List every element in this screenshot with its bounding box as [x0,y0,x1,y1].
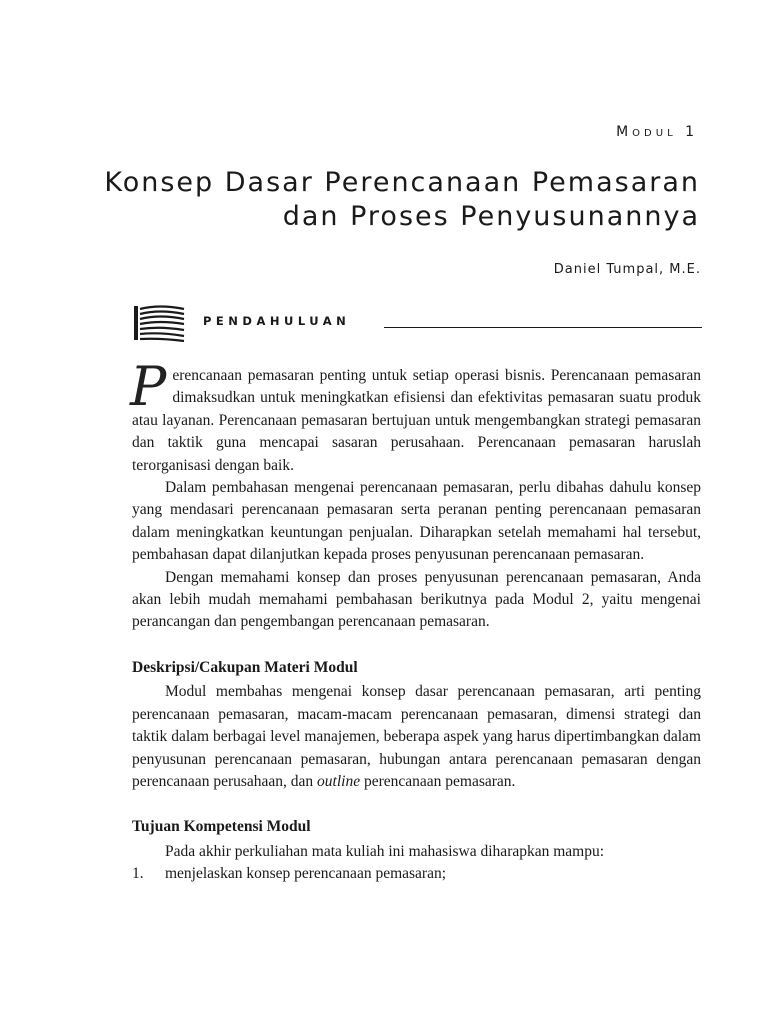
module-label: Modul 1 [616,124,698,140]
tujuan-heading: Tujuan Kompetensi Modul [132,818,311,836]
intro-paragraph-1-text: erencanaan pemasaran penting untuk setiap operasi bisnis. Perencanaan pemasaran dimaksudkan untuk meningkatkan efisiensi dan efektivitas pemasaran suatu produk atau layanan. Perencanaan pemasaran bertujuan untuk mengembangkan strategi pemasaran dan taktik guna mencapai sasaran perusahaan. Perencanaan pemasaran haruslah terorganisasi dengan baik. [132,367,701,474]
tujuan-intro: Pada akhir perkuliahan mata kuliah ini mahasiswa diharapkan mampu: [165,842,605,860]
list-item-text: menjelaskan konsep perencanaan pemasaran; [165,865,447,883]
deskripsi-text: Modul membahas mengenai konsep dasar perencanaan pemasaran, arti penting perencanaan pemasaran, macam-macam perencanaan pemasaran, dimensi strategi dan taktik dalam berbagai level manajemen, beberapa aspek yang harus dipertimbangkan dalam penyusunan perencanaan pemasaran, hubungan antara perencanaan pemasaran dengan perencanaan perusahaan, dan [132,683,701,790]
section-label: PENDAHULUAN [203,314,351,328]
page-title [80,166,700,234]
deskripsi-paragraph [132,681,701,793]
list-item [132,863,701,885]
drop-cap: P [130,355,167,418]
body-text [130,355,701,886]
deskripsi-italic-term: outline [317,772,361,790]
deskripsi-heading: Deskripsi/Cakupan Materi Modul [132,658,358,676]
author-name: Daniel Tumpal, M.E. [553,262,701,277]
deskripsi-text-end: perencanaan pemasaran. [360,772,516,790]
title-line-1: Konsep Dasar Perencanaan Pemasaran [104,167,700,198]
intro-paragraph-1 [130,355,701,477]
section-rule [384,327,702,328]
title-line-2: dan Proses Penyusunannya [282,201,700,232]
intro-paragraph-3: Dengan memahami konsep dan proses penyusunan perencanaan pemasaran, Anda akan lebih mudah memahami pembahasan berikutnya pada Modul 2, yaitu mengenai perancangan dan pengembangan perencanaan pemasaran. [132,568,701,631]
section-ornament-icon [132,303,186,343]
list-item-number: 1. [132,865,144,883]
intro-paragraph-2: Dalam pembahasan mengenai perencanaan pemasaran, perlu dibahas dahulu konsep yang mendasari perencanaan pemasaran serta peranan penting perencanaan pemasaran dalam meningkatkan keuntungan penjualan. Diharapkan setelah memahami hal tersebut, pembahasan dapat dilanjutkan kepada proses penyusunan perencanaan pemasaran. [132,479,701,564]
